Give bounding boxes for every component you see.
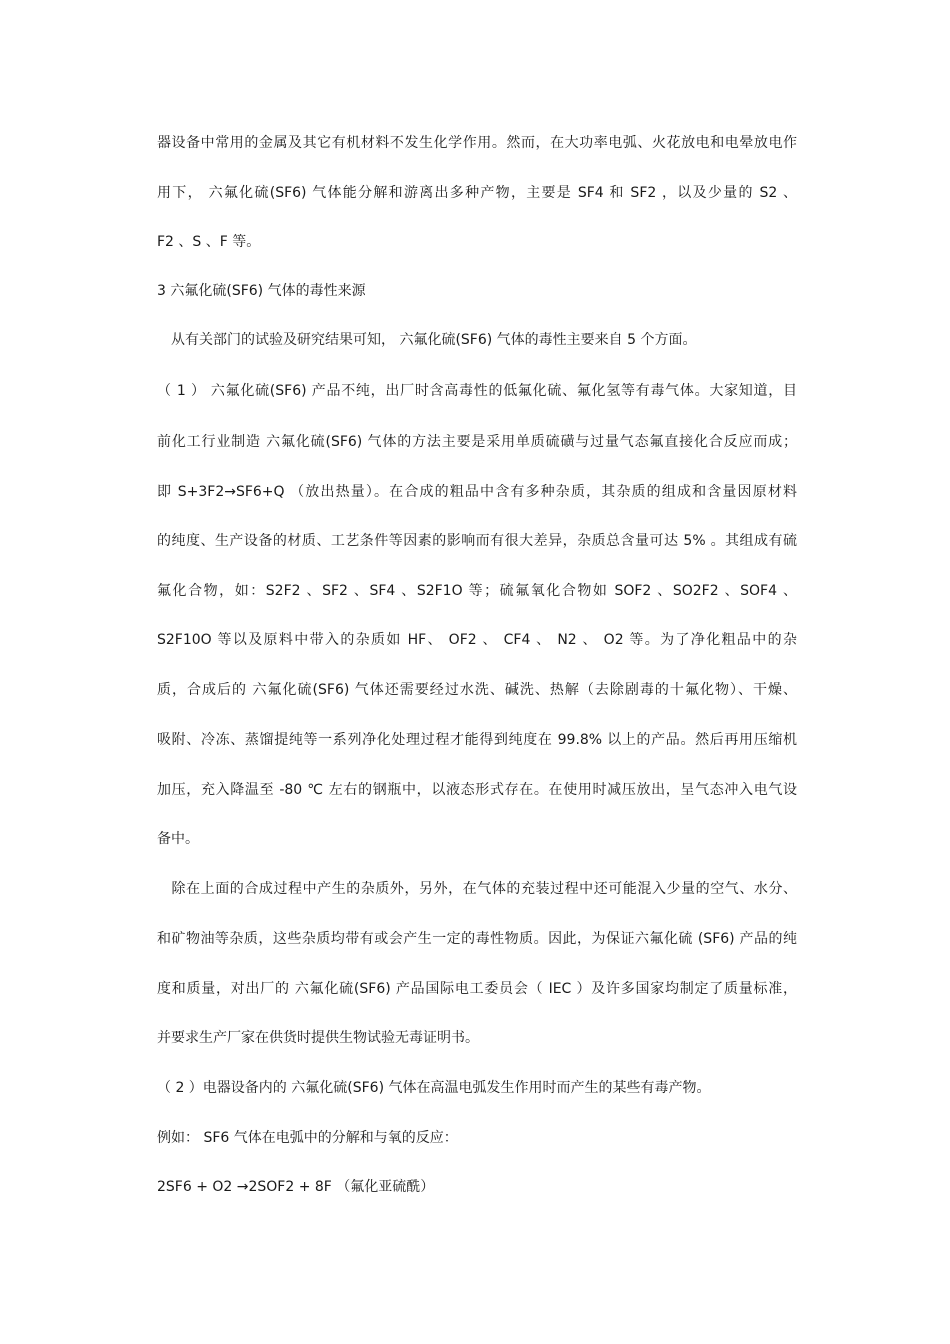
text-line: 氟化合物，如：S2F2 、SF2 、SF4 、S2F1O 等；硫氟氧化合物如 SOF2 、SO2F2 、SOF4 、 <box>157 583 797 599</box>
text-line: 前化工行业制造 六氟化硫(SF6) 气体的方法主要是采用单质硫磺与过量气态氟直接化合反应而成； <box>157 434 797 450</box>
text-line: （ 1 ） 六氟化硫(SF6) 产品不纯，出厂时含高毒性的低氟化硫、氟化氢等有毒气体。大家知道，目 <box>157 383 797 399</box>
equation-line: 2SF6 + O2 →2SOF2 + 8F （氟化亚硫酰） <box>157 1179 435 1195</box>
text-line: 质，合成后的 六氟化硫(SF6) 气体还需要经过水洗、碱洗、热解（去除剧毒的十氟化物）、干燥、 <box>157 682 797 698</box>
text-line: 备中。 <box>157 831 199 847</box>
text-line: （ 2 ）电器设备内的 六氟化硫(SF6) 气体在高温电弧发生作用时而产生的某些有毒产物。 <box>157 1080 711 1096</box>
text-line: F2 、S 、F 等。 <box>157 234 261 250</box>
text-line: 除在上面的合成过程中产生的杂质外，另外，在气体的充装过程中还可能混入少量的空气、水分、 <box>157 881 797 897</box>
section-heading: 3 六氟化硫(SF6) 气体的毒性来源 <box>157 283 366 299</box>
text-line: 从有关部门的试验及研究结果可知， 六氟化硫(SF6) 气体的毒性主要来自 5 个方面。 <box>157 332 697 348</box>
text-line: 吸附、冷冻、蒸馏提纯等一系列净化处理过程才能得到纯度在 99.8% 以上的产品。然后再用压缩机 <box>157 732 797 748</box>
text-line: 和矿物油等杂质，这些杂质均带有或会产生一定的毒性物质。因此，为保证六氟化硫 (SF6) 产品的纯 <box>157 931 797 947</box>
text-line: 用下， 六氟化硫(SF6) 气体能分解和游离出多种产物，主要是 SF4 和 SF2 ，以及少量的 S2 、 <box>157 185 797 201</box>
text-line: S2F10O 等以及原料中带入的杂质如 HF、 OF2 、 CF4 、 N2 、 O2 等。为了净化粗品中的杂 <box>157 632 797 648</box>
text-line: 并要求生产厂家在供货时提供生物试验无毒证明书。 <box>157 1030 479 1046</box>
text-line: 器设备中常用的金属及其它有机材料不发生化学作用。然而，在大功率电弧、火花放电和电晕放电作 <box>157 135 797 151</box>
text-line: 度和质量，对出厂的 六氟化硫(SF6) 产品国际电工委员会（ IEC ）及许多国家均制定了质量标准， <box>157 981 797 997</box>
text-line: 的纯度、生产设备的材质、工艺条件等因素的影响而有很大差异，杂质总含量可达 5% 。其组成有硫 <box>157 533 797 549</box>
text-line: 加压，充入降温至 -80 ℃ 左右的钢瓶中，以液态形式存在。在使用时减压放出，呈气态冲入电气设 <box>157 782 797 798</box>
text-line: 即 S+3F2→SF6+Q （放出热量）。在合成的粗品中含有多种杂质，其杂质的组成和含量因原材料 <box>157 484 797 500</box>
text-line: 例如： SF6 气体在电弧中的分解和与氧的反应： <box>157 1130 458 1146</box>
